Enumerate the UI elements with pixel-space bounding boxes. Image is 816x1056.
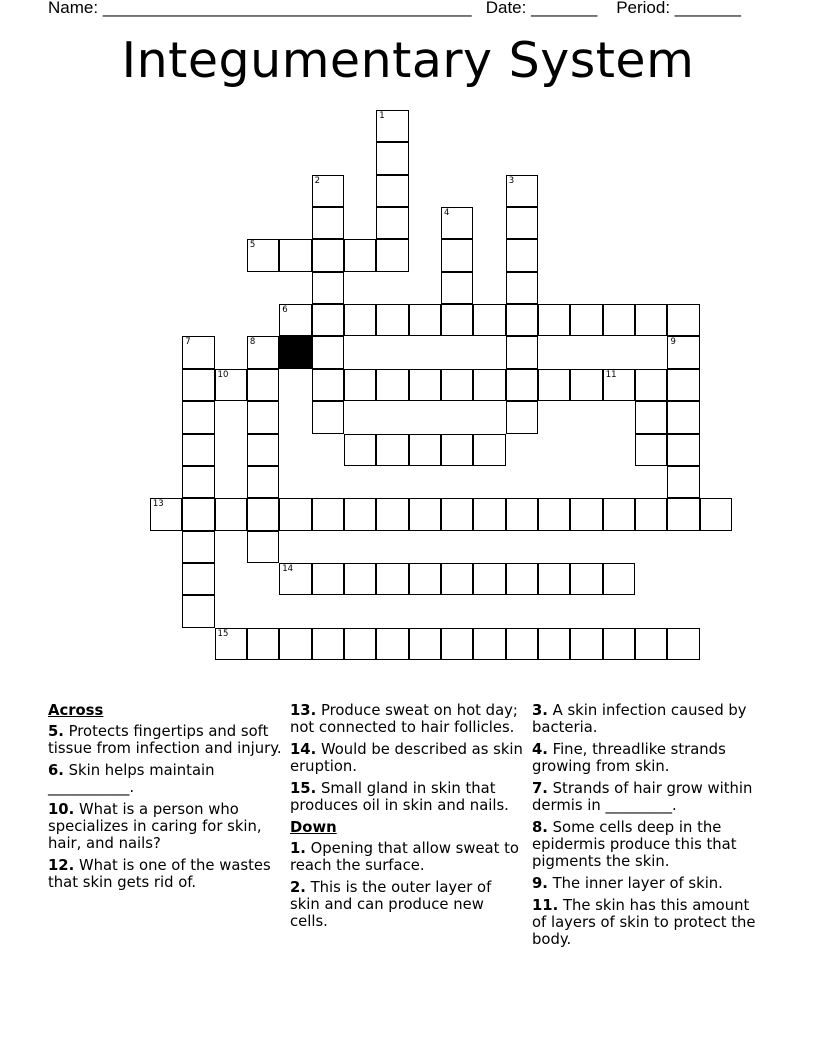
crossword-cell[interactable] [247, 466, 279, 498]
clue-number-label: 10 [217, 369, 229, 380]
across-clue-6 [48, 762, 283, 796]
down-clue-11 [532, 897, 768, 948]
clue-number-label: 4 [444, 208, 450, 219]
clue-text: Produce sweat on hot day; not connected to hair follicles. [290, 702, 518, 736]
crossword-cell[interactable] [506, 272, 538, 304]
clue-number-label: 1 [379, 111, 385, 121]
clue-number-label: 6 [282, 305, 288, 316]
crossword-cell[interactable] [538, 369, 570, 401]
crossword-cell[interactable] [506, 336, 538, 368]
crossword-cell[interactable] [506, 304, 538, 336]
clue-text: Skin helps maintain ___________. [48, 762, 215, 796]
crossword-cell[interactable] [344, 239, 376, 271]
crossword-cell[interactable] [215, 498, 247, 530]
page-title: Integumentary System [121, 32, 695, 89]
crossword-cell[interactable] [538, 498, 570, 530]
clue-number: 15. [290, 780, 317, 797]
crossword-cell[interactable] [667, 434, 699, 466]
crossword-cell[interactable] [182, 595, 214, 627]
crossword-cell[interactable] [538, 628, 570, 660]
clue-text: Would be described as skin eruption. [290, 741, 523, 775]
crossword-cell[interactable] [312, 336, 344, 368]
crossword-cell[interactable] [635, 304, 667, 336]
clue-number-label: 5 [249, 240, 256, 251]
crossword-cell[interactable] [182, 336, 214, 368]
crossword-cell[interactable] [441, 498, 473, 530]
crossword-cell[interactable] [150, 498, 182, 530]
clues-column-2 [290, 702, 525, 935]
crossword-cell[interactable] [344, 369, 376, 401]
crossword-cell[interactable] [182, 563, 214, 595]
down-clue-4 [532, 741, 768, 775]
crossword-cell[interactable] [279, 239, 311, 271]
crossword-cell[interactable] [182, 434, 214, 466]
clue-text: Protects fingertips and soft tissue from infection and injury. [48, 723, 282, 757]
period-label: Period: [616, 0, 671, 17]
crossword-cell[interactable] [215, 628, 247, 660]
crossword-cell[interactable] [409, 498, 441, 530]
clue-number-label: 8 [249, 337, 256, 348]
crossword-cell[interactable] [376, 498, 408, 530]
down-clue-7 [532, 780, 768, 814]
clue-text: Strands of hair grow within dermis in _________. [532, 780, 753, 814]
crossword-cell[interactable] [506, 369, 538, 401]
crossword-cell[interactable] [247, 369, 279, 401]
crossword-cell[interactable] [312, 628, 344, 660]
clue-number-label: 14 [282, 563, 294, 574]
crossword-cell[interactable] [635, 498, 667, 530]
clue-number: 7. [532, 780, 548, 797]
crossword-cell[interactable] [376, 142, 408, 174]
crossword-cell[interactable] [344, 434, 376, 466]
crossword-cell[interactable] [506, 563, 538, 595]
crossword-cell[interactable] [376, 175, 408, 207]
crossword-cell[interactable] [441, 239, 473, 271]
crossword-cell[interactable] [344, 628, 376, 660]
down-clue-3 [532, 702, 768, 736]
crossword-cell[interactable] [538, 304, 570, 336]
down-clue-1 [290, 840, 525, 874]
clue-number-label: 9 [670, 337, 676, 348]
clue-number: 6. [48, 762, 64, 779]
crossword-cell[interactable] [279, 304, 311, 336]
crossword-cell[interactable] [312, 498, 344, 530]
crossword-cell[interactable] [441, 207, 473, 239]
clue-number: 9. [532, 875, 548, 892]
crossword-cell[interactable] [182, 401, 214, 433]
crossword-cell[interactable] [635, 434, 667, 466]
crossword-cell[interactable] [247, 239, 279, 271]
crossword-cell[interactable] [215, 369, 247, 401]
crossword-cell[interactable] [506, 401, 538, 433]
crossword-cell[interactable] [312, 175, 344, 207]
clue-number-label: 11 [605, 369, 617, 380]
crossword-cell[interactable] [182, 369, 214, 401]
crossword-cell[interactable] [376, 207, 408, 239]
crossword-cell[interactable] [667, 304, 699, 336]
crossword-cell[interactable] [182, 531, 214, 563]
crossword-cell[interactable] [506, 207, 538, 239]
crossword-cell[interactable] [279, 498, 311, 530]
crossword-cell[interactable] [570, 563, 602, 595]
crossword-cell[interactable] [409, 434, 441, 466]
crossword-cell[interactable] [247, 401, 279, 433]
crossword-cell[interactable] [441, 628, 473, 660]
crossword-cell[interactable] [376, 110, 408, 142]
clue-number-label: 3 [508, 175, 515, 186]
clue-text: This is the outer layer of skin and can produce new cells. [290, 879, 492, 930]
crossword-cell[interactable] [376, 434, 408, 466]
crossword-cell[interactable] [344, 498, 376, 530]
across-clue-10 [48, 801, 283, 852]
crossword-cell[interactable] [570, 369, 602, 401]
crossword-cell[interactable] [279, 628, 311, 660]
down-clue-9 [532, 875, 768, 892]
crossword-cell[interactable] [376, 563, 408, 595]
crossword-cell[interactable] [570, 304, 602, 336]
clue-text: Some cells deep in the epidermis produce this that pigments the skin. [532, 819, 737, 870]
crossword-cell[interactable] [603, 498, 635, 530]
clue-number: 14. [290, 741, 317, 758]
clue-text: The skin has this amount of layers of skin to protect the body. [532, 897, 756, 948]
clue-number: 13. [290, 702, 317, 719]
crossword-cell[interactable] [441, 434, 473, 466]
crossword-cell[interactable] [247, 434, 279, 466]
clue-number: 3. [532, 702, 548, 719]
crossword-cell[interactable] [667, 336, 699, 368]
crossword-cell[interactable] [376, 628, 408, 660]
crossword-cell[interactable] [473, 563, 505, 595]
crossword-cell[interactable] [182, 498, 214, 530]
crossword-cell[interactable] [409, 628, 441, 660]
crossword-cell[interactable] [506, 628, 538, 660]
clue-text: Small gland in skin that produces oil in skin and nails. [290, 780, 509, 814]
crossword-cell[interactable] [635, 401, 667, 433]
crossword-cell[interactable] [312, 369, 344, 401]
clue-number: 10. [48, 801, 75, 818]
clue-text: What is a person who specializes in caring for skin, hair, and nails? [48, 801, 262, 852]
crossword-cell[interactable] [473, 434, 505, 466]
crossword-cell[interactable] [667, 466, 699, 498]
crossword-cell[interactable] [279, 563, 311, 595]
clue-text: The inner layer of skin. [552, 875, 723, 892]
clue-number-label: 2 [314, 175, 321, 186]
crossword-cell[interactable] [603, 563, 635, 595]
clues-column-3 [532, 702, 768, 953]
crossword-cell[interactable] [506, 239, 538, 271]
crossword-cell[interactable] [312, 272, 344, 304]
crossword-cell[interactable] [409, 304, 441, 336]
crossword-cell[interactable] [570, 498, 602, 530]
crossword-cell[interactable] [312, 239, 344, 271]
crossword-cell[interactable] [667, 369, 699, 401]
date-label: Date: [485, 0, 527, 17]
crossword-cell[interactable] [344, 563, 376, 595]
clue-text: A skin infection caused by bacteria. [532, 702, 747, 736]
clue-number: 4. [532, 741, 548, 758]
clue-number-label: 13 [152, 499, 164, 510]
crossword-cell[interactable] [344, 304, 376, 336]
across-clue-14 [290, 741, 525, 775]
clue-number: 11. [532, 897, 559, 914]
crossword-cell[interactable] [603, 369, 635, 401]
clues-column-1 [48, 702, 283, 896]
clue-number: 5. [48, 723, 64, 740]
crossword-cell[interactable] [473, 304, 505, 336]
across-clue-5 [48, 723, 283, 757]
crossword-cell[interactable] [441, 272, 473, 304]
crossword-cell[interactable] [635, 369, 667, 401]
down-heading: Down [290, 819, 337, 836]
clue-number: 12. [48, 857, 75, 874]
crossword-cell[interactable] [312, 563, 344, 595]
crossword-cell[interactable] [603, 628, 635, 660]
crossword-cell[interactable] [538, 563, 570, 595]
crossword-cell[interactable] [409, 369, 441, 401]
down-clue-2 [290, 879, 525, 930]
across-clue-12 [48, 857, 283, 891]
name-blank[interactable]: _______________________________________ [102, 0, 472, 17]
crossword-cell[interactable] [441, 563, 473, 595]
crossword-cell[interactable] [376, 304, 408, 336]
clue-text: Fine, threadlike strands growing from skin. [532, 741, 726, 775]
across-clue-13 [290, 702, 525, 736]
clue-number: 2. [290, 879, 306, 896]
crossword-cell[interactable] [247, 628, 279, 660]
crossword-cell[interactable] [506, 498, 538, 530]
crossword-cell[interactable] [667, 498, 699, 530]
clue-number-label: 7 [185, 337, 191, 348]
crossword-cell[interactable] [473, 628, 505, 660]
crossword-cell[interactable] [473, 369, 505, 401]
crossword-cell[interactable] [667, 628, 699, 660]
crossword-cell[interactable] [247, 531, 279, 563]
period-blank[interactable]: _______ [674, 0, 741, 17]
crossword-cell[interactable] [441, 304, 473, 336]
crossword-cell[interactable] [570, 628, 602, 660]
crossword-cell[interactable] [312, 304, 344, 336]
crossword-cell[interactable] [409, 563, 441, 595]
crossword-cell[interactable] [441, 369, 473, 401]
clue-number: 8. [532, 819, 548, 836]
crossword-cell[interactable] [635, 628, 667, 660]
crossword-cell[interactable] [603, 304, 635, 336]
clue-number-label: 15 [217, 628, 229, 639]
across-heading: Across [48, 702, 104, 719]
crossword-cell[interactable] [376, 239, 408, 271]
crossword-cell[interactable] [700, 498, 732, 530]
crossword-cell[interactable] [247, 336, 279, 368]
crossword-cell[interactable] [667, 401, 699, 433]
clue-number: 1. [290, 840, 306, 857]
clue-text: Opening that allow sweat to reach the surface. [290, 840, 519, 874]
crossword-cell[interactable] [247, 498, 279, 530]
crossword-cell[interactable] [506, 175, 538, 207]
clue-text: What is one of the wastes that skin gets rid of. [48, 857, 271, 891]
crossword-block [279, 336, 311, 368]
crossword-cell[interactable] [182, 466, 214, 498]
crossword-cell[interactable] [312, 401, 344, 433]
date-blank[interactable]: _______ [531, 0, 598, 17]
across-clue-15 [290, 780, 525, 814]
name-label: Name: [48, 0, 99, 17]
down-clue-8 [532, 819, 768, 870]
crossword-cell[interactable] [473, 498, 505, 530]
crossword-cell[interactable] [312, 207, 344, 239]
crossword-cell[interactable] [376, 369, 408, 401]
